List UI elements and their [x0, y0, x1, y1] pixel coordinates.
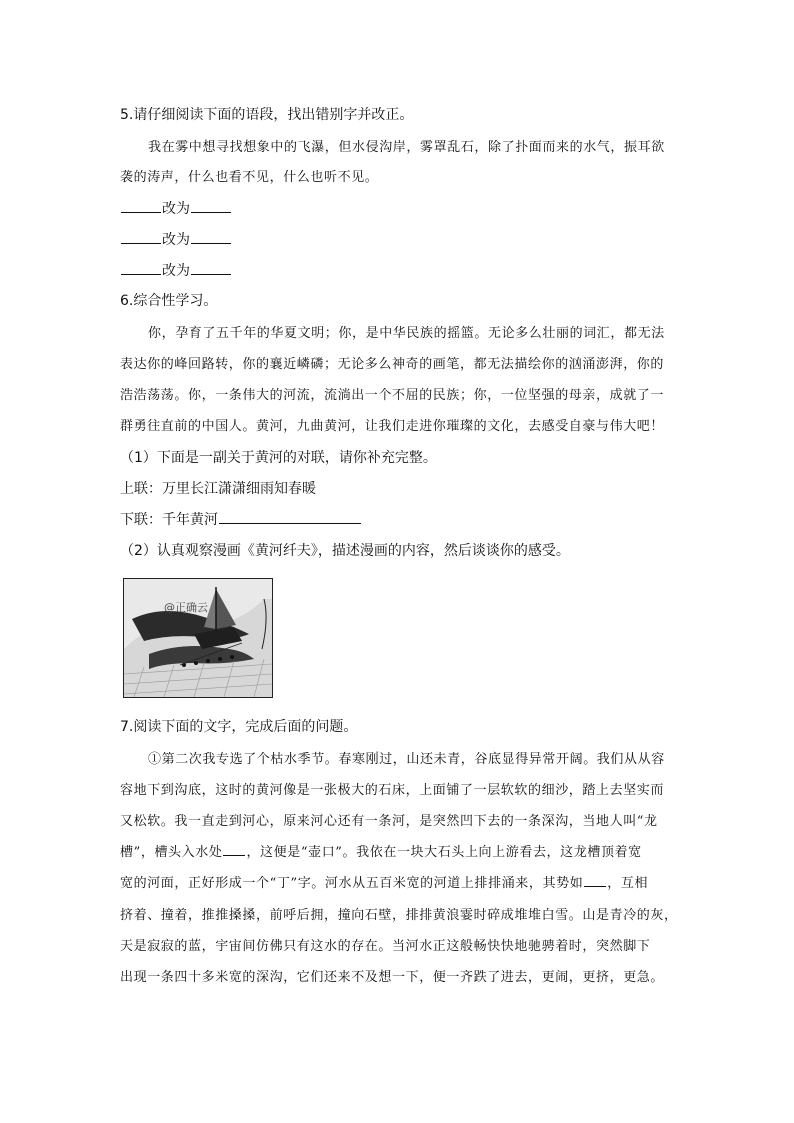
q7-passage-line-4: 槽”，槽头入水处 ，这便是“壶口”。我依在一块大石头上向上游看去，这龙槽顶着宽 [120, 845, 642, 860]
q6-passage-line-1: 你，孕育了五千年的华夏文明；你，是中华民族的摇篮。无论多么壮丽的词汇，都无法 [148, 326, 665, 341]
fill-blank[interactable] [223, 854, 245, 856]
cartoon-image [123, 578, 273, 698]
answer-blank[interactable] [121, 273, 161, 275]
watermark: @正确云 [164, 601, 208, 614]
q7-passage-line-1: ①第二次我专选了个枯水季节。春寒刚过，山还未青，谷底显得异常开阔。我们从从容 [148, 752, 665, 767]
couplet-upper: 上联：万里长江潇潇细雨知春暖 [120, 481, 316, 497]
q5-passage-line-1: 我在雾中想寻找想象中的飞瀑，但水侵沟岸，雾罩乱石，除了扑面而来的水气，振耳欲 [148, 140, 665, 155]
answer-blank[interactable] [121, 211, 161, 213]
answer-blank[interactable] [191, 242, 231, 244]
couplet-lower: 下联：千年黄河 [120, 509, 362, 529]
q6-title: 6.综合性学习。 [120, 293, 218, 309]
q6-passage-line-4: 群勇往直前的中国人。黄河，九曲黄河，让我们走进你璀璨的文化，去感受自豪与伟大吧！ [120, 419, 665, 434]
q7-passage-line-6: 挤着、撞着，推推搡搡，前呼后拥，撞向石壁，排排黄浪霎时碎成堆堆白雪。山是青冷的灰， [120, 908, 678, 923]
cartoon-illustration [124, 579, 272, 697]
q7-passage-line-5: 宽的河面，正好形成一个“丁”字。河水从五百米宽的河道上排排涌来，其势如 ，互相 [120, 876, 649, 891]
q6-sub1: （1）下面是一副关于黄河的对联，请你补充完整。 [120, 450, 437, 466]
q7-passage-line-7: 天是寂寂的蓝，宇宙间仿佛只有这水的存在。当河水正这般畅快快地驰骋着时，突然脚下 [120, 939, 651, 954]
q6-passage-line-2: 表达你的峰回路转，你的襄近嶙磷；无论多么神奇的画笔，都无法描绘你的汹涌澎湃，你的 [120, 357, 665, 372]
couplet-answer-blank[interactable] [219, 522, 361, 524]
answer-blank[interactable] [121, 242, 161, 244]
answer-blank[interactable] [191, 211, 231, 213]
fill-blank[interactable] [584, 885, 606, 887]
q5-answer-row-3: 改为 [120, 260, 232, 280]
q7-passage-line-3: 又松软。我一直走到河心，原来河心还有一条河，是突然凹下去的一条深沟，当地人叫“龙 [120, 814, 658, 829]
q7-passage-line-8: 出现一条四十多米宽的深沟，它们还来不及想一下，便一齐跌了进去，更闹，更挤，更急。 [120, 970, 665, 985]
q6-passage-line-3: 浩浩荡荡。你，一条伟大的河流，流淌出一个不屈的民族；你，一位坚强的母亲，成就了一 [120, 388, 665, 403]
q5-title: 5.请仔细阅读下面的语段，找出错别字并改正。 [120, 107, 414, 123]
q5-answer-row-1: 改为 [120, 198, 232, 218]
q7-passage-line-2: 容地下到沟底，这时的黄河像是一张极大的石床，上面铺了一层软软的细沙，踏上去坚实而 [120, 783, 665, 798]
q5-answer-row-2: 改为 [120, 229, 232, 249]
q5-passage-line-2: 袭的涛声，什么也看不见，什么也听不见。 [120, 170, 379, 185]
answer-blank[interactable] [191, 273, 231, 275]
q6-sub2: （2）认真观察漫画《黄河纤夫》，描述漫画的内容，然后谈谈你的感受。 [120, 543, 570, 559]
q7-title: 7.阅读下面的文字，完成后面的问题。 [120, 719, 358, 735]
